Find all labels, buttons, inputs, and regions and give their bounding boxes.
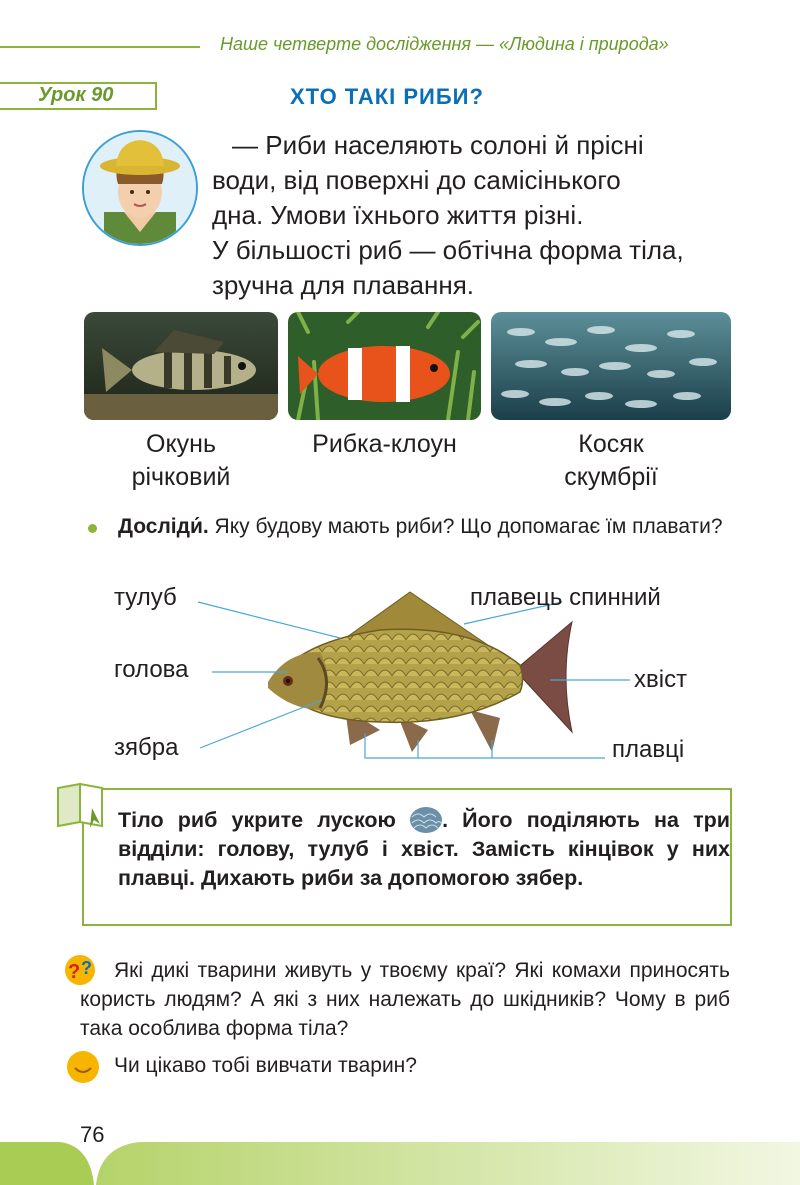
questions-body: Які дикі тварини живуть у твоєму краї? Які комахи приносять користь людям? А які з них належать до шкідників? Чому в риб така особлива форма тіла? [80, 959, 730, 1040]
task-lead: Досліди́. [118, 515, 209, 538]
label-head: голова [114, 656, 189, 683]
label-gills: зябра [114, 734, 179, 761]
intro-text [212, 128, 730, 303]
task-text [118, 514, 730, 540]
header-rule [0, 46, 200, 48]
label-body: тулуб [114, 584, 177, 611]
lesson-label: Урок 90 [38, 84, 114, 106]
lesson-badge [0, 82, 157, 110]
label-tail: хвіст [634, 666, 688, 693]
label-dorsal-fin: плавець спинний [470, 584, 661, 611]
bullet [88, 524, 97, 533]
intro-line: зручна для плавання. [212, 270, 475, 300]
intro-line: води, від поверхні до самісінького [212, 165, 621, 195]
page-title: ХТО ТАКІ РИБИ? [290, 84, 484, 109]
rule-text-part: . Його поділяють на три відділи: голову, тулуб і хвіст. Замість кінцівок у них плавці. Дихають риби за допомогою зябер. [118, 808, 731, 890]
caption-line: Рибка-клоун [312, 430, 457, 458]
caption-line: річковий [131, 463, 231, 491]
clownfish-photo [288, 312, 481, 420]
intro-line: У більшості риб — обтічна форма тіла, [212, 235, 684, 265]
page-number: 76 [80, 1122, 105, 1147]
caption-line: Косяк [578, 430, 644, 458]
task-body: Яку будову мають риби? Що допомагає їм плавати? [208, 515, 723, 538]
mackerel-school-photo [491, 312, 731, 420]
smile-icon [66, 1050, 102, 1084]
mackerel-caption [491, 428, 731, 494]
perch-caption [84, 428, 278, 494]
footer-band [0, 1142, 800, 1185]
scale-icon [410, 807, 442, 833]
perch-photo [84, 312, 278, 420]
running-title: Наше четверте дослідження — «Людина і природа» [220, 34, 669, 54]
reflection-text: Чи цікаво тобі вивчати тварин? [114, 1054, 417, 1077]
caption-line: скумбрії [564, 463, 658, 491]
book-icon [56, 780, 108, 830]
caption-line: Окунь [146, 430, 216, 458]
svg-text:?: ? [68, 961, 81, 983]
rule-text-part: Тіло риб укрите лускою [118, 808, 411, 832]
intro-line: дна. Умови їхнього життя різні. [212, 200, 584, 230]
avatar [82, 130, 198, 246]
svg-text:?: ? [81, 958, 92, 978]
rule-text [118, 806, 730, 893]
label-fins: плавці [612, 736, 685, 763]
intro-line: — Риби населяють солоні й прісні [232, 130, 644, 160]
questions-text [80, 956, 730, 1043]
clownfish-caption [288, 428, 481, 461]
